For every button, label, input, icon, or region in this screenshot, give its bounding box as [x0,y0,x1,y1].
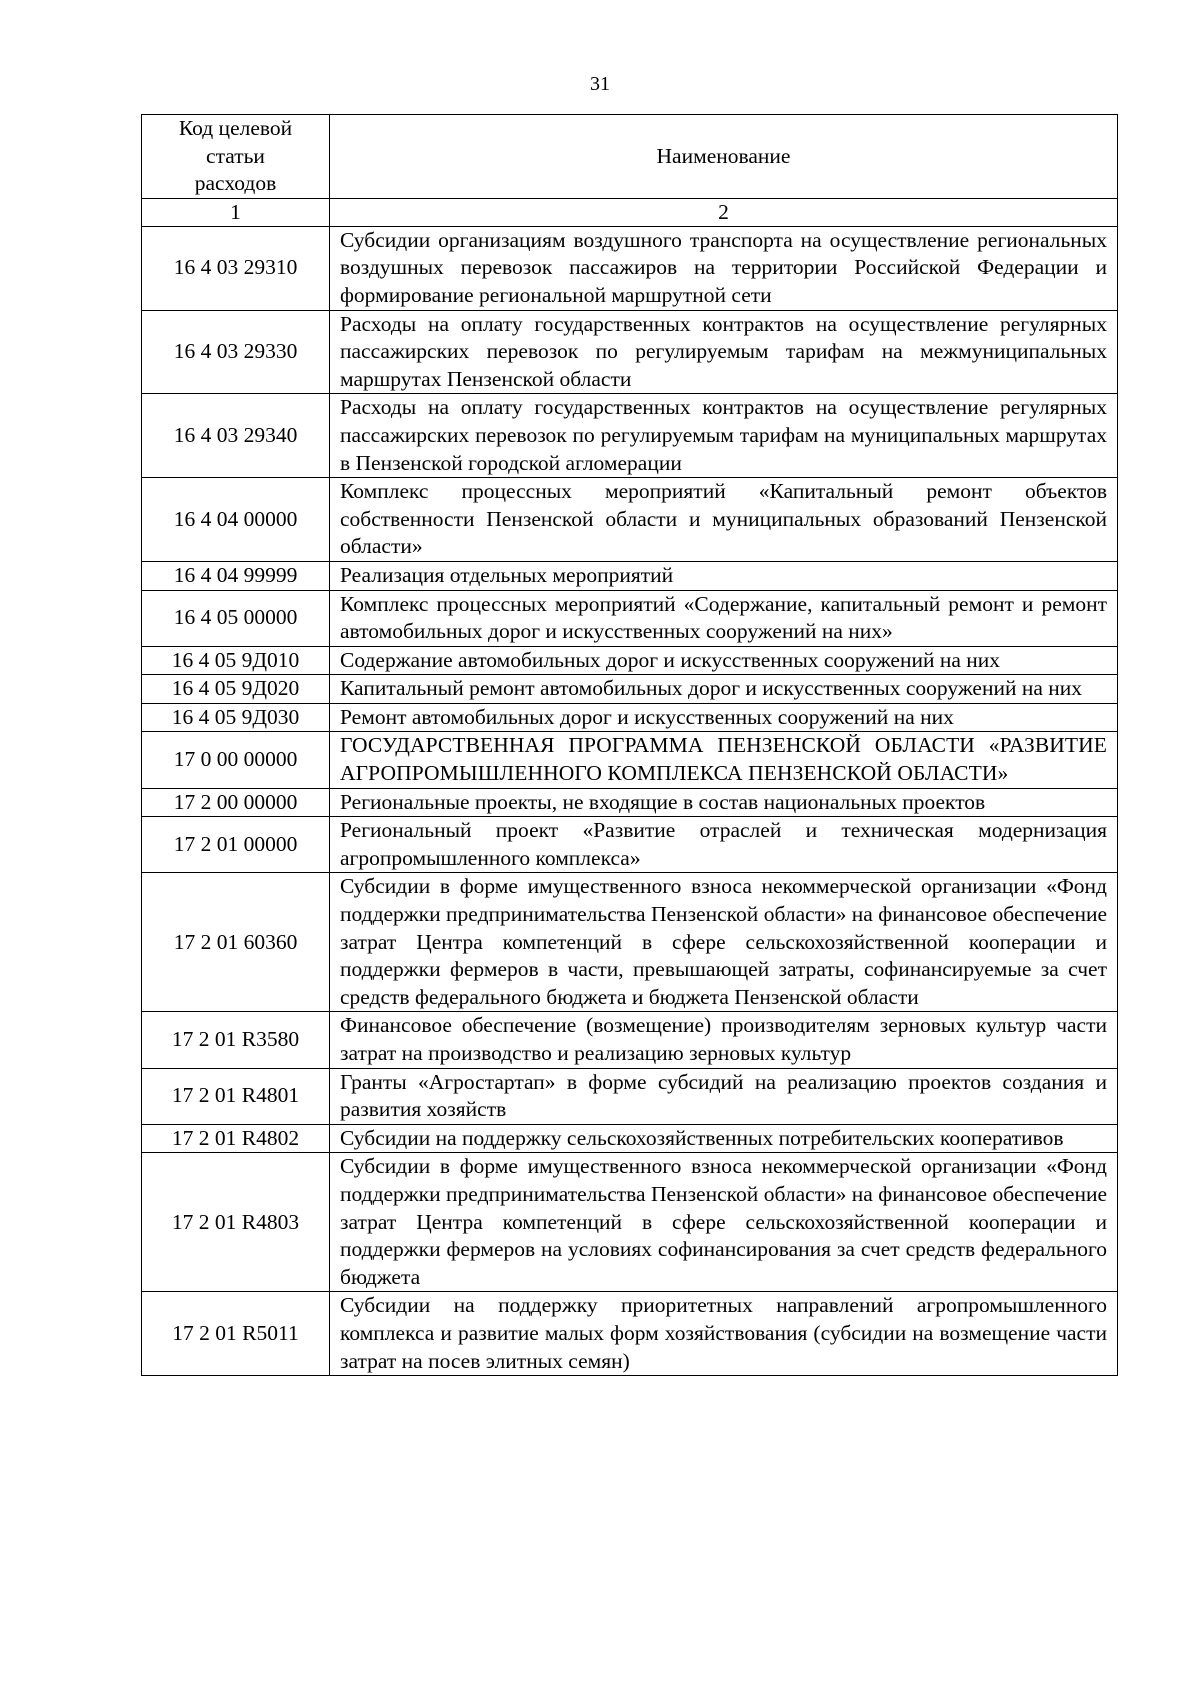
row-name: ГОСУДАРСТВЕННАЯ ПРОГРАММА ПЕНЗЕНСКОЙ ОБЛАСТИ «РАЗВИТИЕ АГРОПРОМЫШЛЕННОГО КОМПЛЕКСА ПЕНЗЕНСКОЙ ОБЛАСТИ» [330,732,1118,788]
row-name: Реализация отдельных мероприятий [330,561,1118,590]
table-row [142,478,1118,562]
row-name: Комплекс процессных мероприятий «Капитальный ремонт объектов собственности Пензенской области и муниципальных образований Пензенской области» [330,478,1118,562]
table-row [142,1292,1118,1376]
table-row [142,1068,1118,1124]
table-row [142,590,1118,646]
row-code: 17 2 00 00000 [142,788,330,817]
row-name: Субсидии на поддержку приоритетных направлений агропромышленного комплекса и развитие малых форм хозяйствования (субсидии на возмещение части затрат на посев элитных семян) [330,1292,1118,1376]
table-row [142,788,1118,817]
row-code: 16 4 05 9Д020 [142,675,330,704]
row-name: Финансовое обеспечение (возмещение) производителям зерновых культур части затрат на производство и реализацию зерновых культур [330,1012,1118,1068]
table-row [142,873,1118,1012]
row-name: Капитальный ремонт автомобильных дорог и искусственных сооружений на них [330,675,1118,704]
table-row [142,703,1118,732]
row-code: 16 4 05 9Д010 [142,646,330,675]
header-code: Код целевой статьи расходов [142,115,330,199]
row-code: 17 2 01 R4802 [142,1124,330,1153]
column-number-row [142,198,1118,226]
row-code: 16 4 05 00000 [142,590,330,646]
row-code: 16 4 04 00000 [142,478,330,562]
budget-classification-table [141,114,1118,1376]
row-name: Субсидии организациям воздушного транспорта на осуществление региональных воздушных перевозок пассажиров на территории Российской Федерации и формирование региональной маршрутной сети [330,226,1118,310]
table-row [142,1124,1118,1153]
table-row [142,394,1118,478]
row-code: 17 2 01 60360 [142,873,330,1012]
row-name: Субсидии в форме имущественного взноса некоммерческой организации «Фонд поддержки предпринимательства Пензенской области» на финансовое обеспечение затрат Центра компетенций в сфере сельскохозяйственной кооперации и поддержки фермеров в части, превышающей затраты, софинансируемые за счет средств федерального бюджета и бюджета Пензенской области [330,873,1118,1012]
header-name: Наименование [330,115,1118,199]
table-row [142,1153,1118,1292]
row-name: Комплекс процессных мероприятий «Содержание, капитальный ремонт и ремонт автомобильных дорог и искусственных сооружений на них» [330,590,1118,646]
table-row [142,675,1118,704]
row-name: Региональные проекты, не входящие в состав национальных проектов [330,788,1118,817]
row-code: 17 2 01 R5011 [142,1292,330,1376]
row-code: 17 2 01 R3580 [142,1012,330,1068]
row-code: 17 2 01 R4803 [142,1153,330,1292]
row-name: Содержание автомобильных дорог и искусственных сооружений на них [330,646,1118,675]
table-header-row [142,115,1118,199]
row-name: Гранты «Агростартап» в форме субсидий на реализацию проектов создания и развития хозяйств [330,1068,1118,1124]
table-row [142,1012,1118,1068]
row-code: 17 2 01 00000 [142,817,330,873]
row-code: 16 4 03 29330 [142,310,330,394]
table-row [142,732,1118,788]
table-row [142,226,1118,310]
row-name: Субсидии на поддержку сельскохозяйственных потребительских кооперативов [330,1124,1118,1153]
row-name: Субсидии в форме имущественного взноса некоммерческой организации «Фонд поддержки предпринимательства Пензенской области» на финансовое обеспечение затрат Центра компетенций в сфере сельскохозяйственной кооперации и поддержки фермеров на условиях софинансирования за счет средств федерального бюджета [330,1153,1118,1292]
row-name: Ремонт автомобильных дорог и искусственных сооружений на них [330,703,1118,732]
row-code: 17 0 00 00000 [142,732,330,788]
row-code: 17 2 01 R4801 [142,1068,330,1124]
row-name: Расходы на оплату государственных контрактов на осуществление регулярных пассажирских перевозок по регулируемым тарифам на межмуниципальных маршрутах Пензенской области [330,310,1118,394]
column-number-2: 2 [330,198,1118,226]
row-code: 16 4 03 29340 [142,394,330,478]
table-row [142,817,1118,873]
table-row [142,561,1118,590]
page-number: 31 [590,73,610,95]
table-row [142,310,1118,394]
row-name: Расходы на оплату государственных контрактов на осуществление регулярных пассажирских перевозок по регулируемым тарифам на муниципальных маршрутах в Пензенской городской агломерации [330,394,1118,478]
row-code: 16 4 03 29310 [142,226,330,310]
column-number-1: 1 [142,198,330,226]
row-code: 16 4 04 99999 [142,561,330,590]
row-code: 16 4 05 9Д030 [142,703,330,732]
table-row [142,646,1118,675]
row-name: Региональный проект «Развитие отраслей и техническая модернизация агропромышленного комплекса» [330,817,1118,873]
